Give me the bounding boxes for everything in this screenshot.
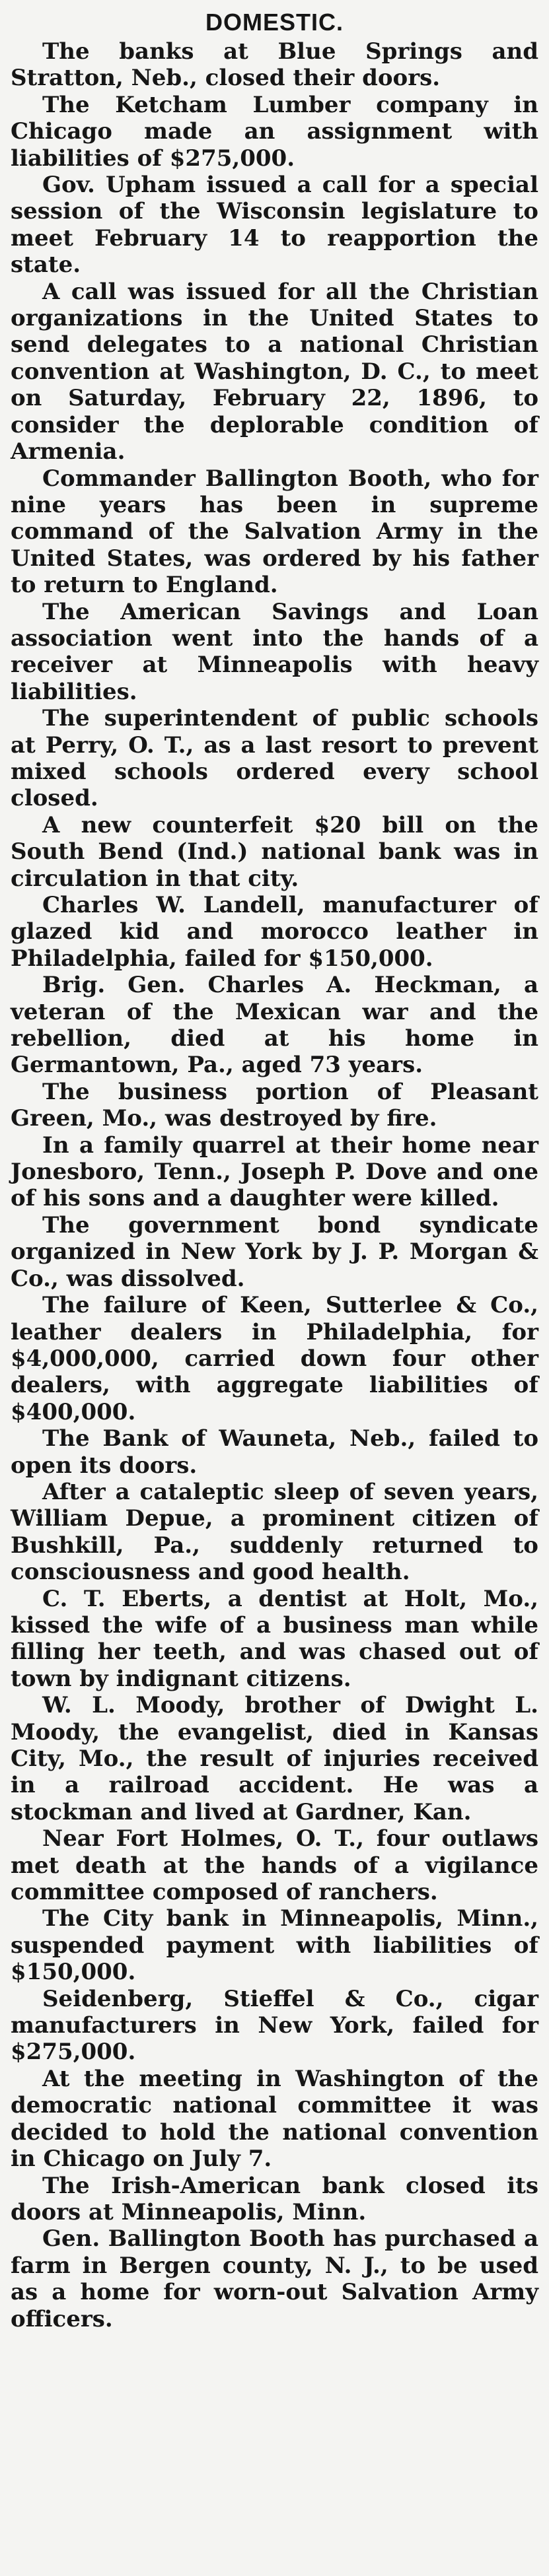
news-item: A new counterfeit $20 bill on the South Bend (Ind.) national bank was in circulation in that city. (11, 811, 538, 892)
news-item: Near Fort Holmes, O. T., four outlaws met death at the hands of a vigilance committee composed of ranchers. (11, 1825, 538, 1906)
news-item: A call was issued for all the Christian organizations in the United States to send delegates to a national Christian convention at Washington, D. C., to meet on Saturday, February 22, 1896, to consider the deplorable condition of Armenia. (11, 278, 538, 465)
news-item: The government bond syndicate organized in New York by J. P. Morgan & Co., was dissolved. (11, 1211, 538, 1292)
news-item: Commander Ballington Booth, who for nine years has been in supreme command of the Salvation Army in the United States, was ordered by his father to return to England. (11, 465, 538, 599)
news-item: The Irish-American bank closed its doors at Minneapolis, Minn. (11, 2172, 538, 2225)
news-items (11, 38, 538, 2332)
news-item: The business portion of Pleasant Green, Mo., was destroyed by fire. (11, 1078, 538, 1132)
section-heading: DOMESTIC. (205, 9, 344, 36)
news-item: In a family quarrel at their home near Jonesboro, Tenn., Joseph P. Dove and one of his sons and a daughter were killed. (11, 1132, 538, 1212)
news-item: The American Savings and Loan association went into the hands of a receiver at Minneapolis with heavy liabilities. (11, 598, 538, 705)
news-item: The Bank of Wauneta, Neb., failed to open its doors. (11, 1425, 538, 1479)
news-item: The City bank in Minneapolis, Minn., suspended payment with liabilities of $150,000. (11, 1905, 538, 1986)
news-item: The superintendent of public schools at Perry, O. T., as a last resort to prevent mixed schools ordered every school closed. (11, 705, 538, 812)
news-item: Seidenberg, Stieffel & Co., cigar manufacturers in New York, failed for $275,000. (11, 1985, 538, 2066)
news-item: Brig. Gen. Charles A. Heckman, a veteran of the Mexican war and the rebellion, died at his home in Germantown, Pa., aged 73 years. (11, 972, 538, 1079)
news-item: The failure of Keen, Sutterlee & Co., leather dealers in Philadelphia, for $4,000,000, carried down four other dealers, with aggregate liabilities of $400,000. (11, 1292, 538, 1425)
news-item: The Ketcham Lumber company in Chicago made an assignment with liabilities of $275,000. (11, 91, 538, 172)
news-item: W. L. Moody, brother of Dwight L. Moody, the evangelist, died in Kansas City, Mo., the result of injuries received in a railroad accident. He was a stockman and lived at Gardner, Kan. (11, 1692, 538, 1825)
news-item: At the meeting in Washington of the democratic national committee it was decided to hold the national convention in Chicago on July 7. (11, 2065, 538, 2173)
news-item: After a cataleptic sleep of seven years, William Depue, a prominent citizen of Bushkill, Pa., suddenly returned to consciousness and good health. (11, 1478, 538, 1586)
news-item: Charles W. Landell, manufacturer of glazed kid and morocco leather in Philadelphia, failed for $150,000. (11, 892, 538, 972)
news-item: Gen. Ballington Booth has purchased a farm in Bergen county, N. J., to be used as a home for worn-out Salvation Army officers. (11, 2225, 538, 2332)
news-item: The banks at Blue Springs and Stratton, Neb., closed their doors. (11, 38, 538, 92)
news-item: C. T. Eberts, a dentist at Holt, Mo., kissed the wife of a business man while filling her teeth, and was chased out of town by indignant citizens. (11, 1585, 538, 1692)
news-item: Gov. Upham issued a call for a special session of the Wisconsin legislature to meet February 14 to reapportion the state. (11, 172, 538, 279)
